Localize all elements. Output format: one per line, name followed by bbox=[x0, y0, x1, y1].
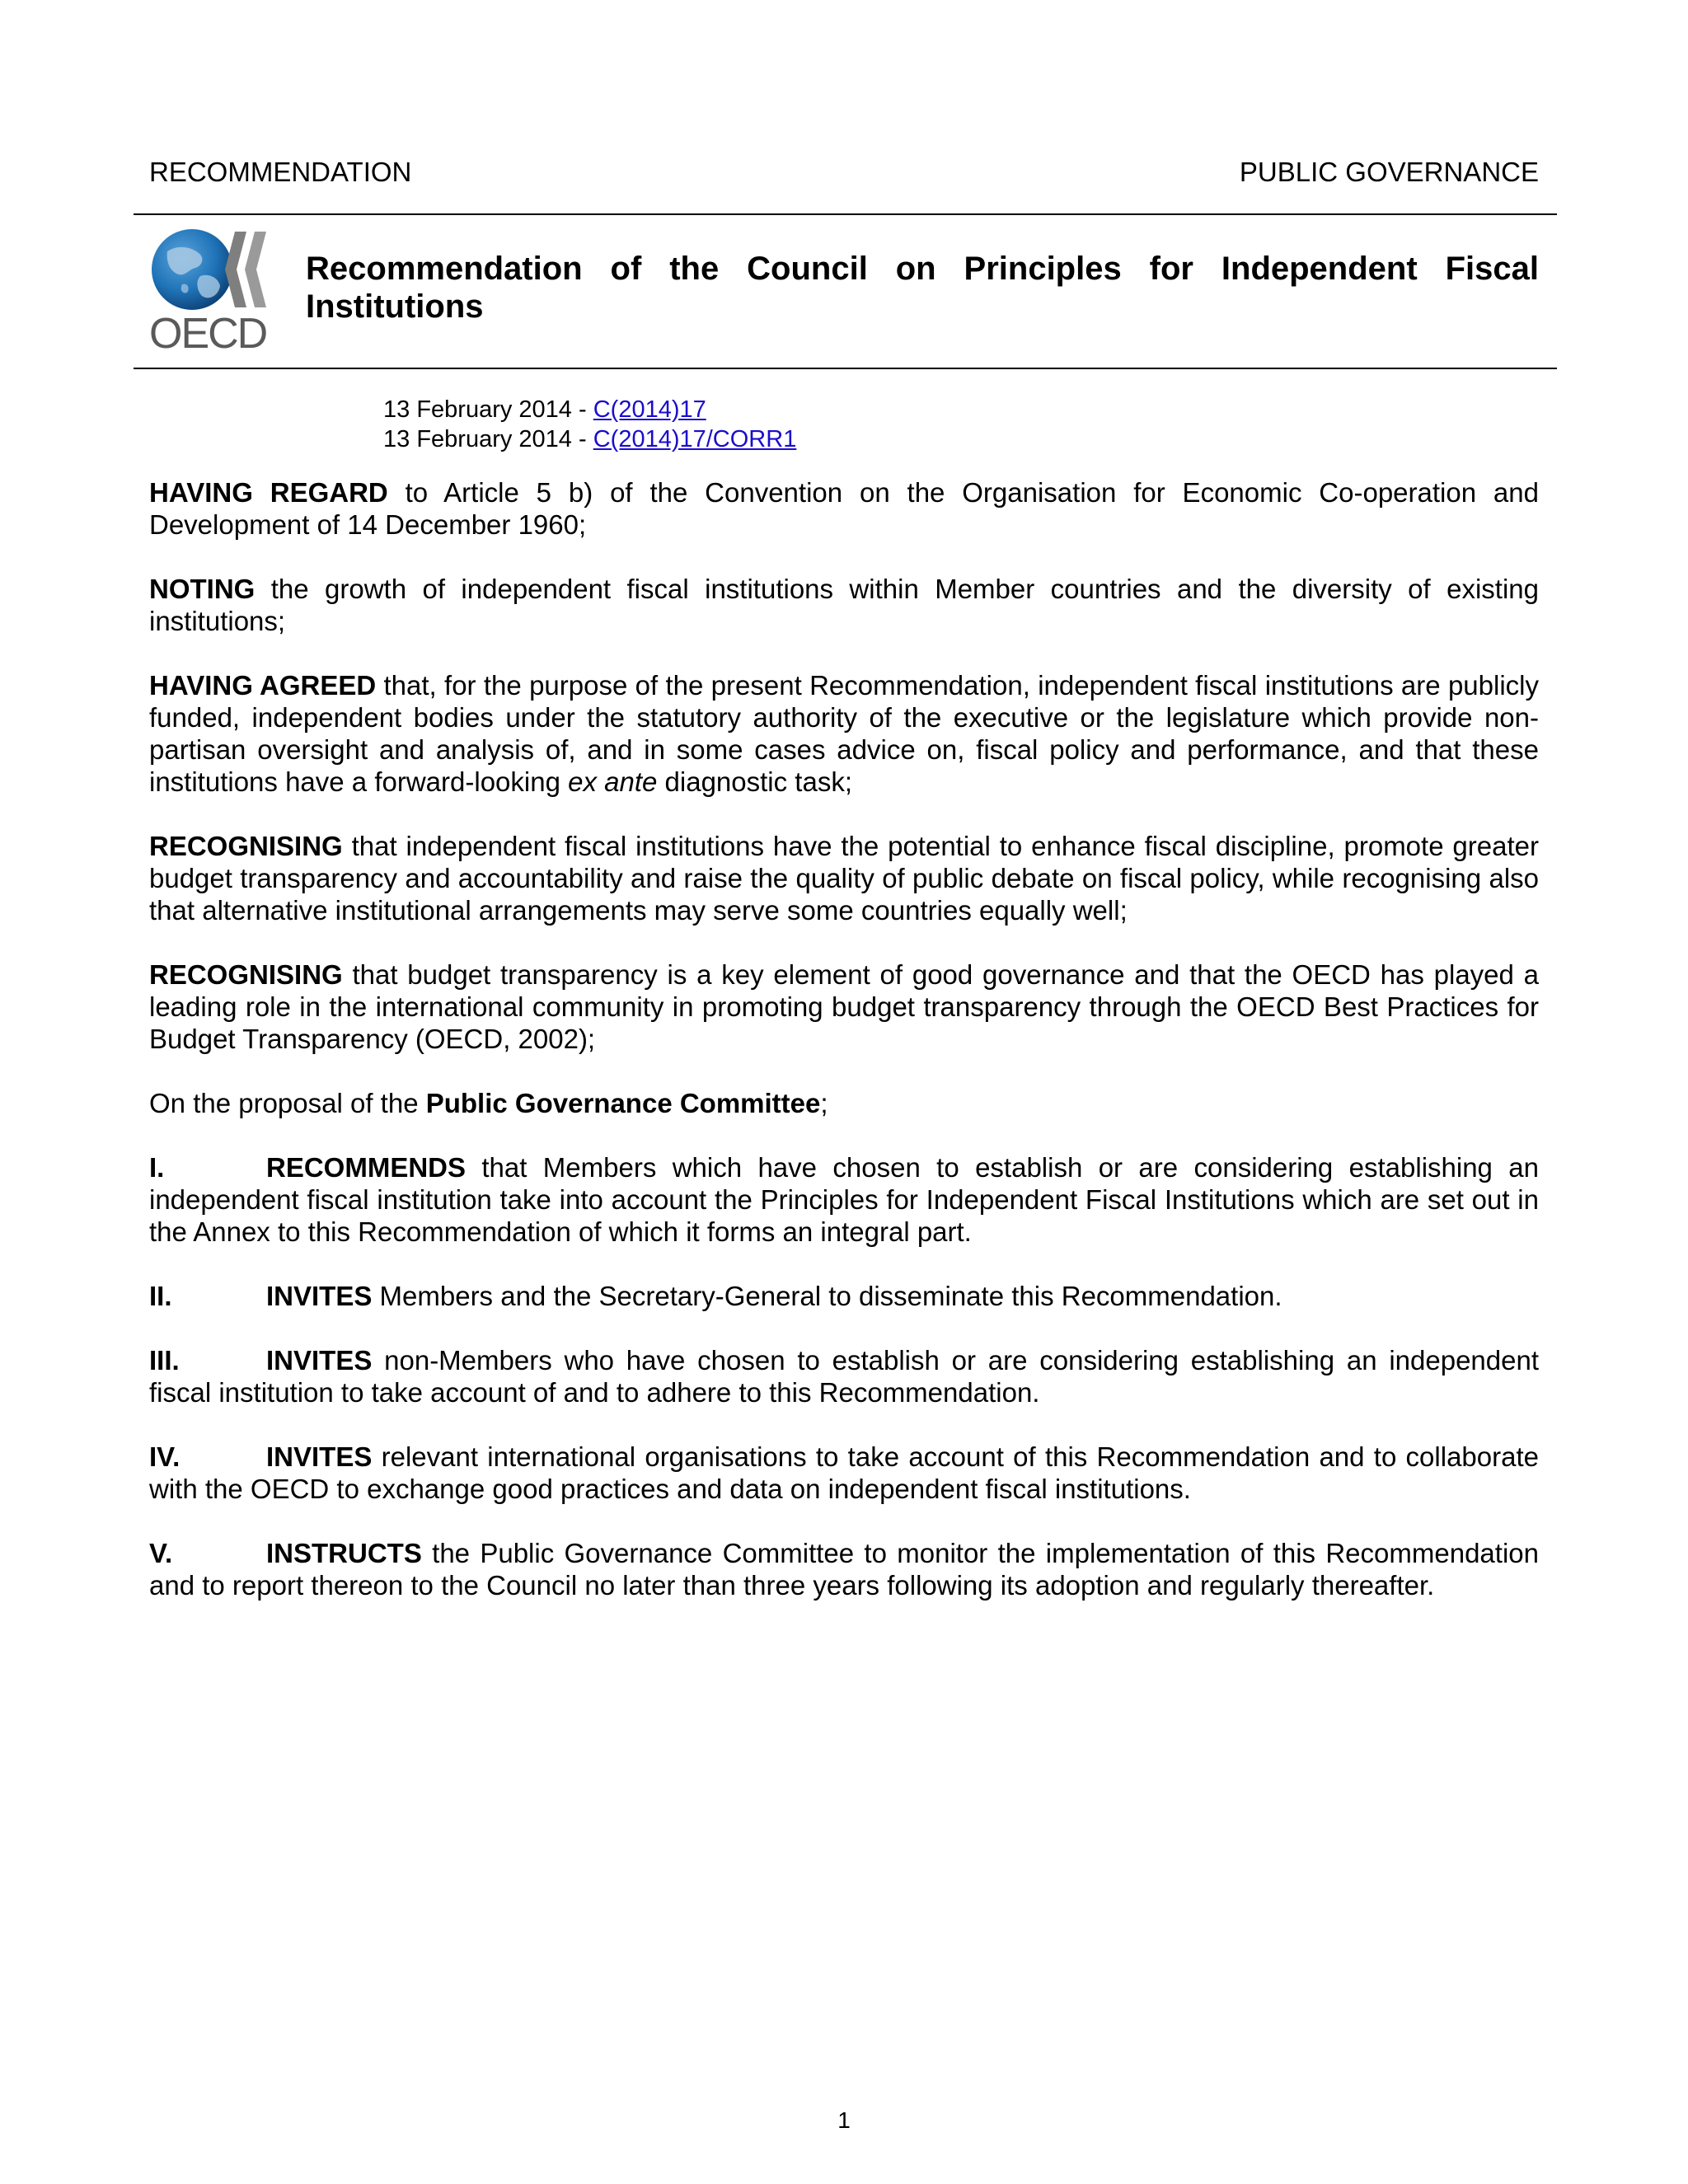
running-header bbox=[149, 156, 1539, 189]
operative-text: Members and the Secretary-General to disseminate this Recommendation. bbox=[372, 1281, 1282, 1311]
reference-link-c2014-17[interactable]: C(2014)17 bbox=[593, 396, 706, 423]
page-number: 1 bbox=[837, 2107, 851, 2133]
reference-date: 13 February 2014 bbox=[383, 396, 572, 423]
operative-paragraph-i bbox=[149, 1151, 1539, 1248]
paragraph-lead: RECOGNISING bbox=[149, 831, 343, 861]
paragraph-text: to Article 5 b) of the Convention on the Organisation for Economic Co-operation and Development of 14 December 1960; bbox=[149, 477, 1539, 540]
header-rule-top bbox=[134, 213, 1557, 215]
paragraph-text: the growth of independent fiscal institutions within Member countries and the diversity of existing institutions; bbox=[149, 574, 1539, 636]
operative-lead: RECOMMENDS bbox=[266, 1152, 467, 1183]
operative-lead: INVITES bbox=[266, 1345, 373, 1376]
paragraph-lead: RECOGNISING bbox=[149, 959, 343, 990]
operative-lead: INVITES bbox=[266, 1281, 373, 1311]
paragraph-recognising-1 bbox=[149, 830, 1539, 926]
operative-lead: INVITES bbox=[266, 1441, 373, 1472]
operative-lead: INSTRUCTS bbox=[266, 1538, 422, 1568]
oecd-wordmark: OECD bbox=[149, 310, 267, 358]
document-body bbox=[149, 476, 1539, 1633]
paragraph-recognising-2 bbox=[149, 958, 1539, 1055]
oecd-globe-icon bbox=[149, 227, 281, 312]
operative-paragraph-ii bbox=[149, 1280, 1539, 1312]
document-title: Recommendation of the Council on Principles for Independent Fiscal Institutions bbox=[306, 251, 1539, 325]
paragraph-text: diagnostic task; bbox=[657, 766, 852, 797]
paragraph-noting bbox=[149, 573, 1539, 637]
reference-line bbox=[383, 424, 796, 454]
reference-separator: - bbox=[571, 426, 593, 452]
paragraph-text: On the proposal of the bbox=[149, 1088, 426, 1118]
paragraph-text: that independent fiscal institutions have the potential to enhance fiscal discipline, promote greater budget transparency and accountability and raise the quality of public debate on fiscal policy, while recognising also that alternative institutional arrangements may serve some countries equally well; bbox=[149, 831, 1539, 926]
operative-number: II. bbox=[149, 1281, 172, 1311]
committee-name: Public Governance Committee bbox=[425, 1088, 821, 1118]
reference-line bbox=[383, 395, 796, 424]
operative-number: I. bbox=[149, 1152, 165, 1183]
operative-text: that Members which have chosen to establish or are considering establishing an independent fiscal institution take into account the Principles for Independent Fiscal Institutions which are set out in the Annex to this Recommendation of which it forms an integral part. bbox=[149, 1152, 1539, 1247]
paragraph-having-agreed bbox=[149, 669, 1539, 798]
paragraph-lead: HAVING REGARD bbox=[149, 477, 388, 508]
paragraph-lead: HAVING AGREED bbox=[149, 670, 377, 701]
oecd-logo bbox=[149, 227, 281, 358]
operative-text: the Public Governance Committee to monitor the implementation of this Recommendation and to report thereon to the Council no later than three years following its adoption and regularly thereafter. bbox=[149, 1538, 1539, 1601]
operative-text: relevant international organisations to take account of this Recommendation and to collaborate with the OECD to exchange good practices and data on independent fiscal institutions. bbox=[149, 1441, 1539, 1504]
reference-separator: - bbox=[571, 396, 593, 423]
paragraph-proposal bbox=[149, 1087, 1539, 1119]
reference-list bbox=[383, 395, 796, 454]
header-right-label: PUBLIC GOVERNANCE bbox=[1239, 157, 1539, 187]
paragraph-having-regard bbox=[149, 476, 1539, 541]
paragraph-text: that, for the purpose of the present Recommendation, independent fiscal institutions are publicly funded, independent bodies under the statutory authority of the executive or the legislature which provide non-partisan oversight and analysis of, and in some cases advice on, fiscal policy and performance, and that these institutions have a forward-looking bbox=[149, 670, 1539, 797]
paragraph-lead: NOTING bbox=[149, 574, 256, 604]
operative-text: non-Members who have chosen to establish or are considering establishing an independent fiscal institution to take account of and to adhere to this Recommendation. bbox=[149, 1345, 1539, 1408]
paragraph-italic-term: ex ante bbox=[568, 766, 658, 797]
operative-paragraph-iii bbox=[149, 1344, 1539, 1408]
reference-link-c2014-17-corr1[interactable]: C(2014)17/CORR1 bbox=[593, 426, 797, 452]
operative-paragraph-v bbox=[149, 1537, 1539, 1601]
paragraph-text: ; bbox=[820, 1088, 828, 1118]
header-left-label: RECOMMENDATION bbox=[149, 157, 412, 187]
reference-date: 13 February 2014 bbox=[383, 426, 572, 452]
header-rule-bottom bbox=[134, 368, 1557, 369]
paragraph-text: that budget transparency is a key element of good governance and that the OECD has played a leading role in the international community in promoting budget transparency through the OECD Best Practices for Budget Transparency (OECD, 2002); bbox=[149, 959, 1539, 1054]
operative-number: V. bbox=[149, 1538, 173, 1568]
operative-number: III. bbox=[149, 1345, 180, 1376]
operative-number: IV. bbox=[149, 1441, 181, 1472]
operative-paragraph-iv bbox=[149, 1441, 1539, 1505]
